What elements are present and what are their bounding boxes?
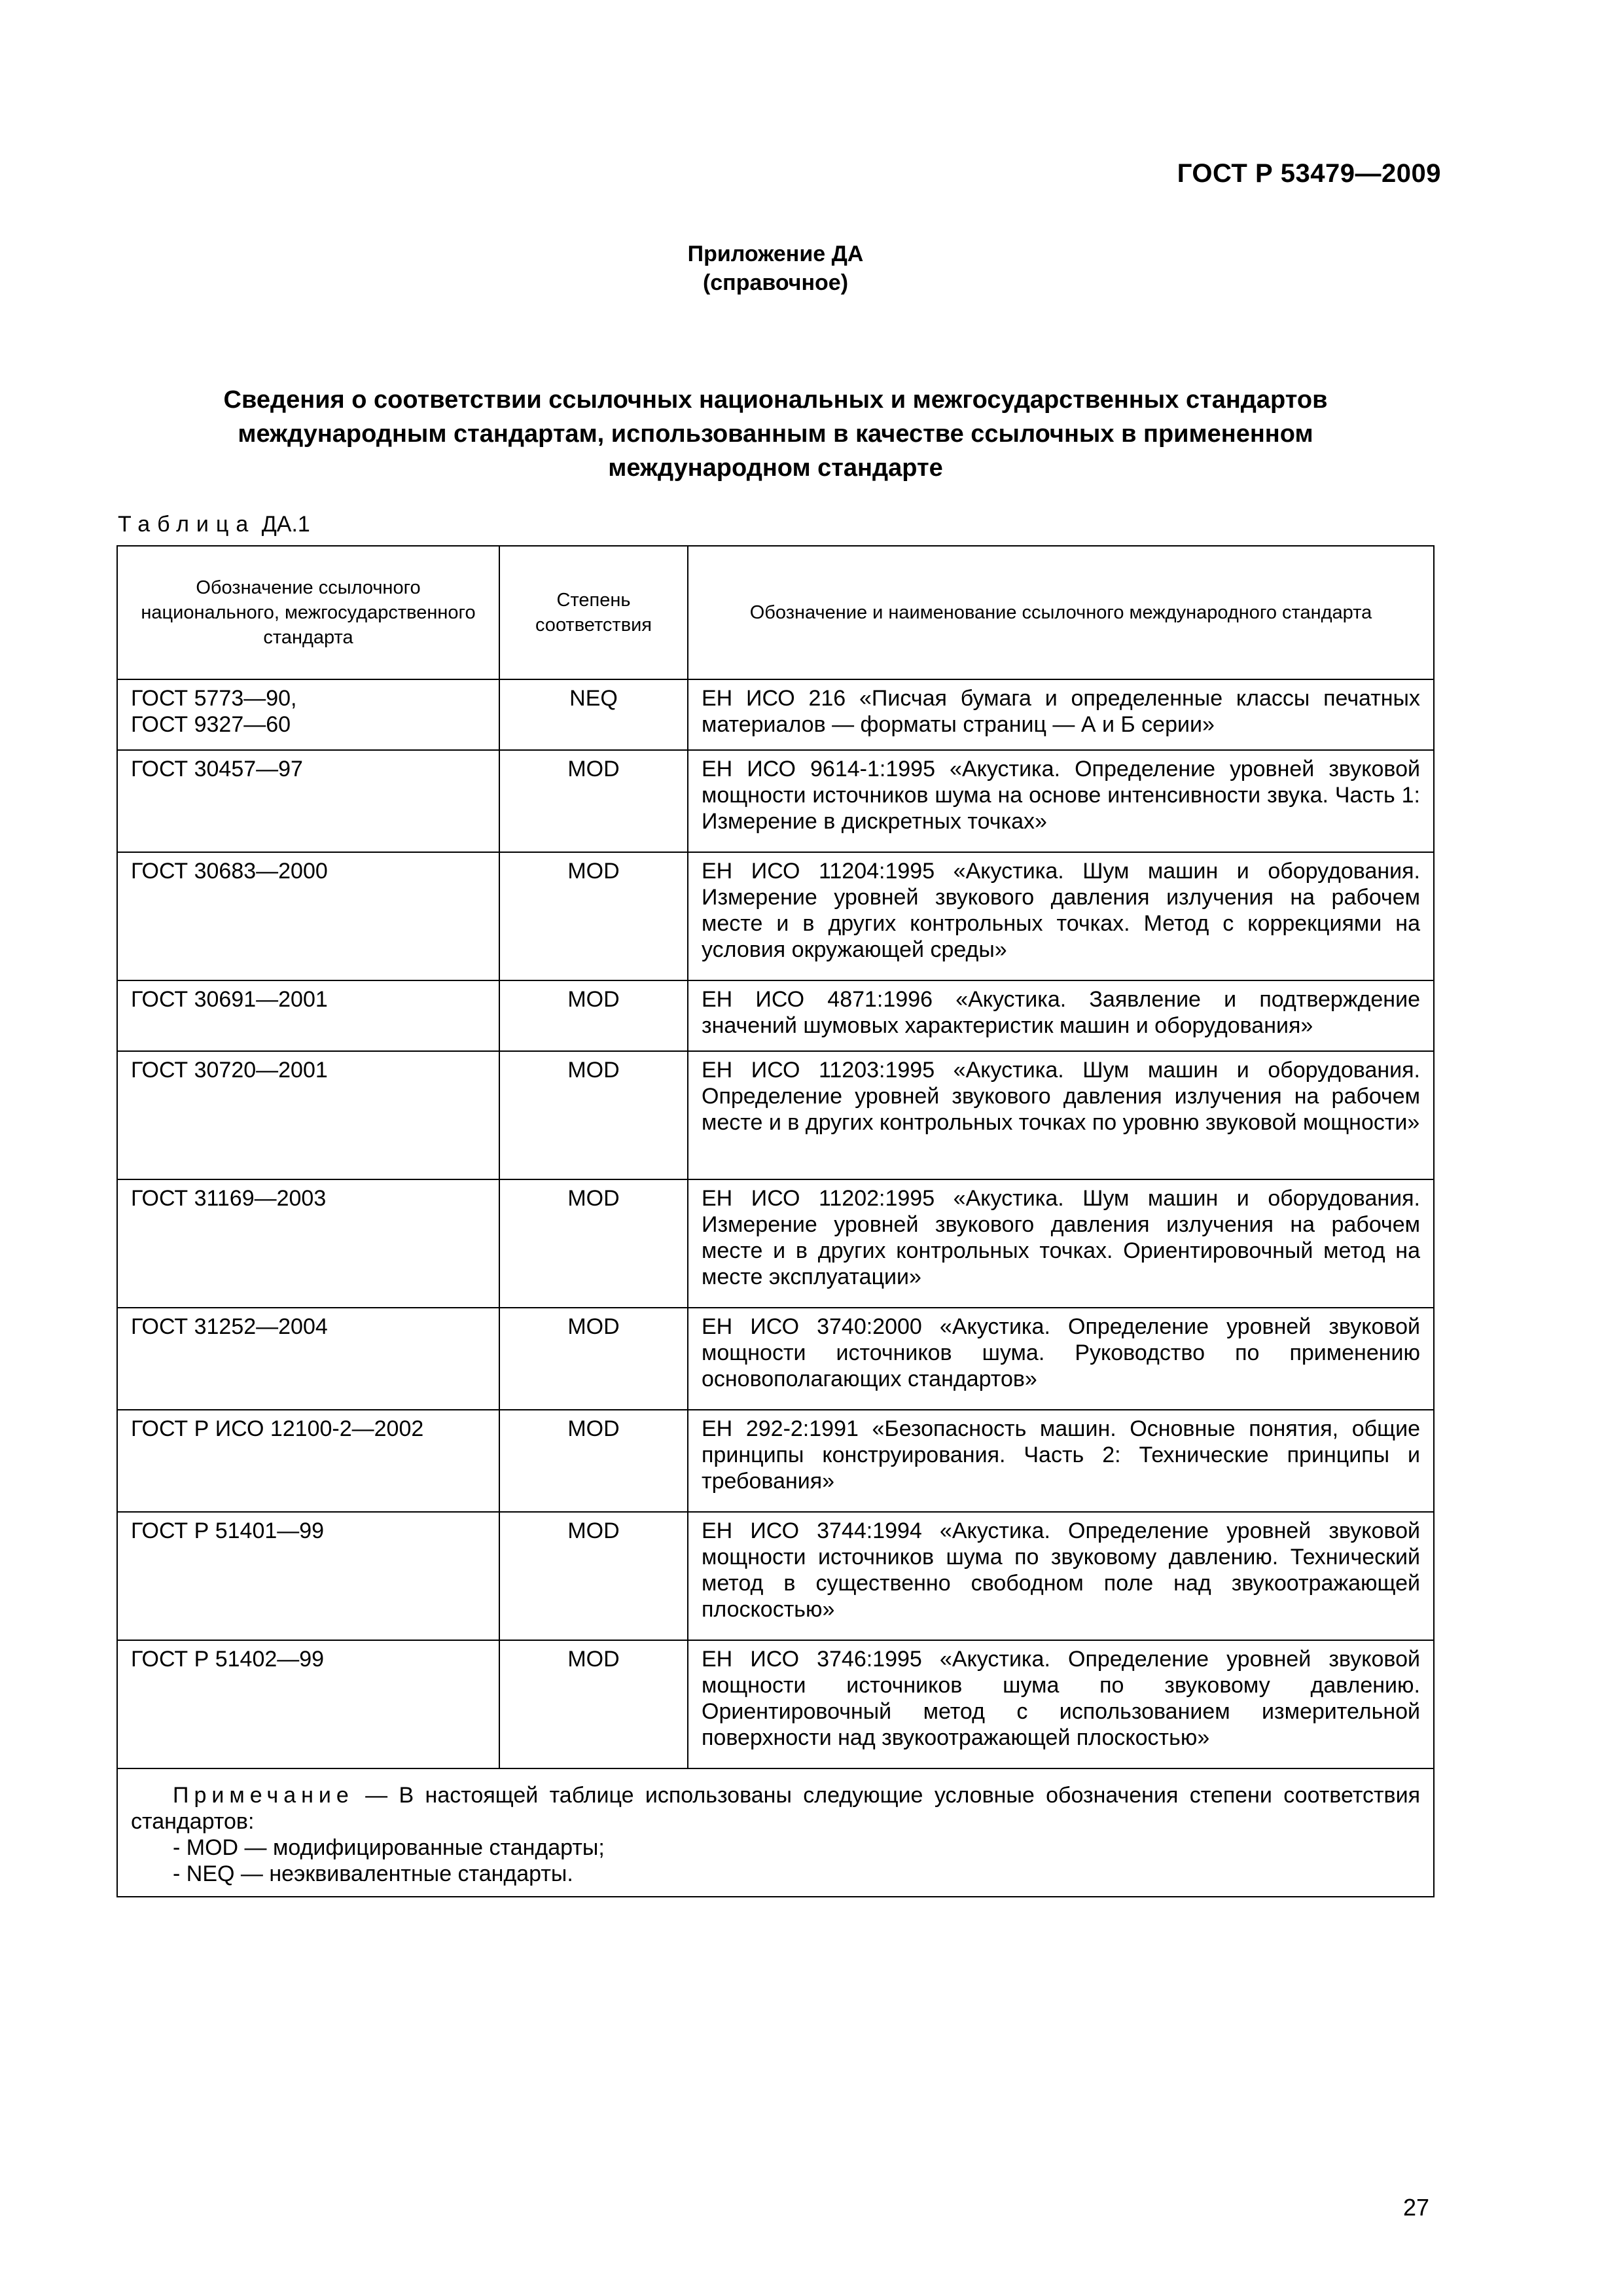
header-national-standard: Обозначение ссылочного национального, межгосударственного стандарта — [117, 546, 499, 679]
note-label: Примечание — [173, 1783, 354, 1808]
cell-international-standard: ЕН ИСО 11202:1995 «Акустика. Шум машин и оборудования. Измерение уровней звукового давления излучения на рабочем месте и в других контрольных точках. Ориентировочный метод на месте эксплуатации» — [688, 1179, 1434, 1308]
cell-international-standard: ЕН ИСО 3744:1994 «Акустика. Определение уровней звуковой мощности источников шума по звуковому давлению. Технический метод в существенно свободном поле над звукоотражающей плоскостью» — [688, 1512, 1434, 1640]
note-item-mod: - MOD — модифицированные стандарты; — [173, 1835, 605, 1860]
cell-degree: MOD — [499, 1051, 688, 1179]
annex-title-line-3: международном стандарте — [608, 454, 943, 482]
cell-national-standard: ГОСТ Р 51401—99 — [117, 1512, 499, 1640]
table-caption-word: Таблица — [118, 512, 256, 537]
cell-international-standard: ЕН ИСО 216 «Писчая бумага и определенные классы печатных материалов — форматы страниц — А и Б серии» — [688, 679, 1434, 750]
table-row — [117, 1308, 1434, 1410]
annex-type: (справочное) — [702, 270, 849, 295]
cell-national-standard: ГОСТ 5773—90, ГОСТ 9327—60 — [117, 679, 499, 750]
cell-degree: MOD — [499, 1179, 688, 1308]
cell-national-standard: ГОСТ 30683—2000 — [117, 852, 499, 980]
header-degree: Степень соответствия — [499, 546, 688, 679]
table-row — [117, 750, 1434, 852]
table-row — [117, 1512, 1434, 1640]
cell-national-standard: ГОСТ 31169—2003 — [117, 1179, 499, 1308]
cell-national-standard: ГОСТ 30691—2001 — [117, 980, 499, 1051]
table-body — [117, 679, 1434, 1768]
page-number: 27 — [1402, 2194, 1429, 2221]
table-row — [117, 980, 1434, 1051]
correspondence-table — [116, 545, 1435, 1897]
header-international-standard: Обозначение и наименование ссылочного международного стандарта — [688, 546, 1434, 679]
table-row — [117, 1410, 1434, 1512]
table-row — [117, 1640, 1434, 1768]
cell-national-standard: ГОСТ Р 51402—99 — [117, 1640, 499, 1768]
cell-degree: MOD — [499, 1640, 688, 1768]
cell-international-standard: ЕН ИСО 11203:1995 «Акустика. Шум машин и оборудования. Определение уровней звукового давления излучения на рабочем месте и в других контрольных точках по уровню звуковой мощности» — [688, 1051, 1434, 1179]
cell-degree: MOD — [499, 1308, 688, 1410]
table-caption-id: ДА.1 — [261, 512, 310, 537]
table-row — [117, 679, 1434, 750]
annex-title-line-2: международным стандартам, использованным в качестве ссылочных в примененном — [238, 420, 1313, 448]
cell-national-standard: ГОСТ Р ИСО 12100-2—2002 — [117, 1410, 499, 1512]
cell-international-standard: ЕН ИСО 3746:1995 «Акустика. Определение уровней звуковой мощности источников шума по звуковому давлению. Ориентировочный метод с использованием измерительной поверхности над звукоотражающей плоскостью» — [688, 1640, 1434, 1768]
cell-degree: MOD — [499, 980, 688, 1051]
note-item-neq: - NEQ — неэквивалентные стандарты. — [173, 1861, 573, 1886]
document-code: ГОСТ Р 53479—2009 — [1177, 159, 1441, 188]
cell-degree: MOD — [499, 1410, 688, 1512]
table-row — [117, 852, 1434, 980]
table-row — [117, 1051, 1434, 1179]
cell-international-standard: ЕН ИСО 9614-1:1995 «Акустика. Определение уровней звуковой мощности источников шума на основе интенсивности звука. Часть 1: Измерение в дискретных точках» — [688, 750, 1434, 852]
annex-title-line-1: Сведения о соответствии ссылочных национальных и межгосударственных стандартов — [223, 386, 1328, 414]
table-header-row — [117, 546, 1434, 679]
note-text: — В настоящей таблице использованы следующие условные обозначения степени соответствия стандартов: — [131, 1783, 1420, 1834]
cell-degree: NEQ — [499, 679, 688, 750]
cell-international-standard: ЕН 292-2:1991 «Безопасность машин. Основные понятия, общие принципы конструирования. Часть 2: Технические принципы и требования» — [688, 1410, 1434, 1512]
table-caption — [118, 512, 310, 537]
cell-degree: MOD — [499, 852, 688, 980]
cell-degree: MOD — [499, 750, 688, 852]
annex-title — [118, 383, 1433, 485]
table-row — [117, 1179, 1434, 1308]
cell-international-standard: ЕН ИСО 3740:2000 «Акустика. Определение уровней звуковой мощности источников шума. Руководство по применению основополагающих стандартов» — [688, 1308, 1434, 1410]
cell-degree: MOD — [499, 1512, 688, 1640]
annex-label: Приложение ДА — [687, 242, 864, 266]
annex-heading — [0, 240, 1551, 297]
cell-international-standard: ЕН ИСО 11204:1995 «Акустика. Шум машин и оборудования. Измерение уровней звукового давления излучения на рабочем месте и в других контрольных точках. Метод с коррекциями на условия окружающей среды» — [688, 852, 1434, 980]
cell-international-standard: ЕН ИСО 4871:1996 «Акустика. Заявление и подтверждение значений шумовых характеристик машин и оборудования» — [688, 980, 1434, 1051]
note-intro — [131, 1782, 1420, 1835]
table-note — [117, 1768, 1434, 1897]
cell-national-standard: ГОСТ 30720—2001 — [117, 1051, 499, 1179]
table-note-row — [117, 1768, 1434, 1897]
cell-national-standard: ГОСТ 30457—97 — [117, 750, 499, 852]
cell-national-standard: ГОСТ 31252—2004 — [117, 1308, 499, 1410]
